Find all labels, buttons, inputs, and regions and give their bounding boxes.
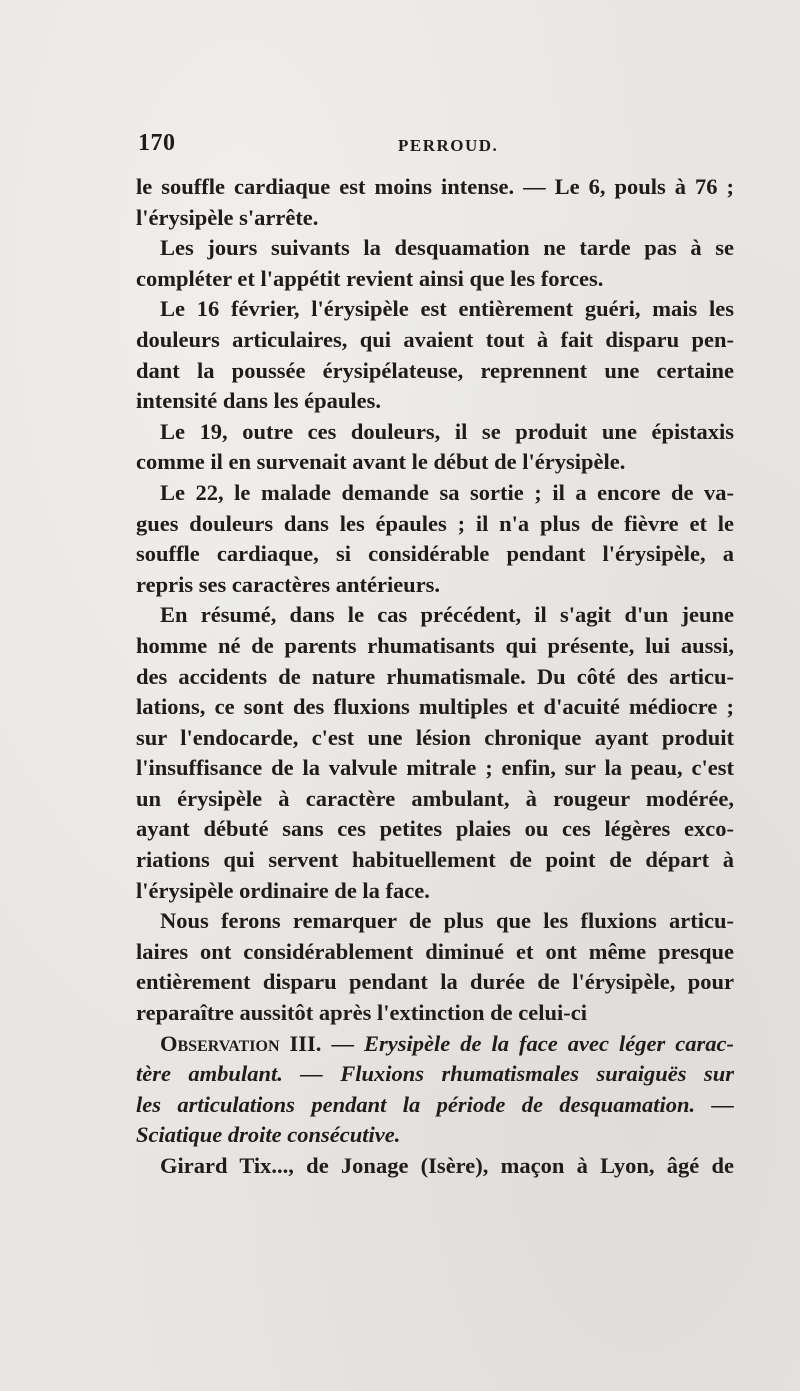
text-line: le souffle cardiaque est moins intense. — Le 6, pouls à 76 ; (136, 174, 734, 199)
text-line: ayant débuté sans ces petites plaies ou ces légères exco- (136, 816, 734, 842)
text-line: dant la poussée érysipélateuse, reprennent une certaine (136, 357, 734, 383)
text-line: lations, ce sont des fluxions multiples et d'acuité médiocre ; (136, 694, 734, 720)
text-line: riations qui servent habituellement de point de départ à (136, 847, 734, 873)
text-line: Les jours suivants la desquamation ne tarde pas à se (160, 235, 734, 261)
text-line: comme il en survenait avant le début de l'érysipèle. (136, 449, 626, 475)
text-line: l'insuffisance de la valvule mitrale ; enfin, sur la peau, c'est (136, 755, 734, 781)
text-line: Nous ferons remarquer de plus que les fluxions articu- (160, 908, 734, 934)
text-line: repris ses caractères antérieurs. (136, 571, 441, 597)
text-line: l'érysipèle ordinaire de la face. (136, 877, 430, 903)
text-line: l'érysipèle s'arrête. (136, 204, 319, 230)
text-line: entièrement disparu pendant la durée de l'érysipèle, pour (136, 969, 734, 995)
text-line: Girard Tix..., de Jonage (Isère), maçon à Lyon, âgé de (160, 1153, 734, 1178)
running-head: PERROUD. (398, 136, 499, 155)
text-line: Le 19, outre ces douleurs, il se produit une épistaxis (160, 418, 734, 444)
text-line: gues douleurs dans les épaules ; il n'a plus de fièvre et le (136, 510, 734, 536)
text-line: des accidents de nature rhumatismale. Du côté des articu- (136, 663, 734, 689)
observation-title-line: Sciatique droite consécutive. (136, 1122, 401, 1148)
text-line: Le 22, le malade demande sa sortie ; il a encore de va- (160, 479, 734, 505)
page-number: 170 (138, 130, 176, 156)
text-line: En résumé, dans le cas précédent, il s'agit d'un jeune (160, 602, 734, 628)
text-line: un érysipèle à caractère ambulant, à rougeur modérée, (136, 785, 734, 811)
observation-title-line: les articulations pendant la période de desquamation. — (136, 1091, 734, 1117)
observation-title-line: tère ambulant. — Fluxions rhumatismales suraiguës sur (136, 1061, 734, 1087)
text-line: compléter et l'appétit revient ainsi que les forces. (136, 265, 604, 291)
text-line: Le 16 février, l'érysipèle est entièrement guéri, mais les (160, 296, 734, 322)
text-line: souffle cardiaque, si considérable pendant l'érysipèle, a (136, 541, 734, 567)
observation-title-line: Erysipèle de la face avec léger carac- (363, 1030, 734, 1056)
observation-dash: — (321, 1030, 364, 1056)
text-line: laires ont considérablement diminué et ont même presque (136, 938, 734, 964)
observation-label: Observation III. (160, 1030, 322, 1056)
text-line: reparaître aussitôt après l'extinction de celui-ci (136, 1000, 587, 1026)
text-line: douleurs articulaires, qui avaient tout à fait disparu pen- (136, 326, 734, 352)
observation-heading (136, 1029, 734, 1060)
text-line: intensité dans les épaules. (136, 388, 382, 414)
body-text (136, 172, 734, 1182)
text-line: sur l'endocarde, c'est une lésion chronique ayant produit (136, 724, 734, 750)
text-line: homme né de parents rhumatisants qui présente, lui aussi, (136, 632, 734, 658)
page-header (138, 130, 734, 160)
